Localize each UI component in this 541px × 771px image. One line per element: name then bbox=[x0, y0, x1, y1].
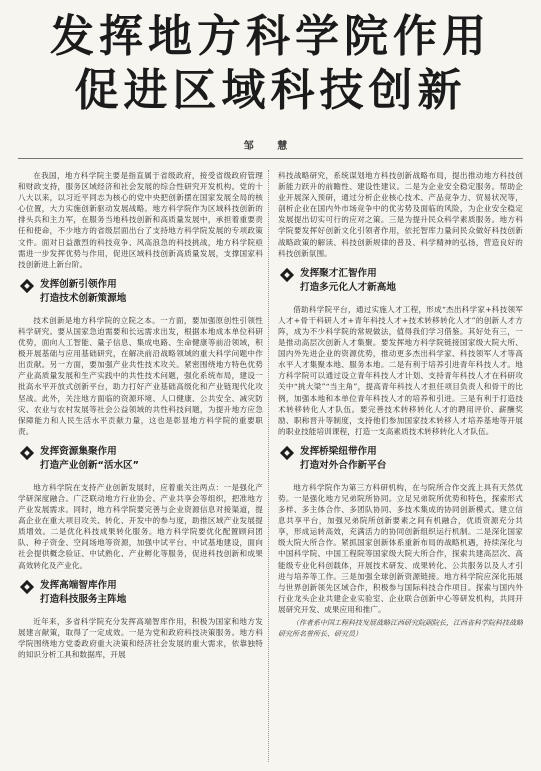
section-heading-talent bbox=[278, 267, 523, 296]
section-heading-line1: 发挥桥梁纽带作用 bbox=[300, 445, 377, 457]
section-heading-bridge bbox=[278, 445, 523, 474]
article-title bbox=[0, 10, 541, 118]
diamond-bullet-icon bbox=[280, 268, 294, 282]
section-heading-line2: 打造产业创新“活水区” bbox=[40, 460, 139, 472]
section-heading-think-tank bbox=[18, 579, 263, 608]
author-note: （作者系中国工程科技发展战略江西研究院副院长，江西省科学院科技战略研究所名誉所长、研究员） bbox=[278, 619, 523, 638]
section-heading-line1: 发挥创新引领作用 bbox=[40, 278, 117, 290]
section-heading-line2: 打造多元化人才新高地 bbox=[300, 282, 396, 294]
section-paragraph: 近年来，多省科学院充分发挥高端智库作用，积极为国家和地方发展建言献策，取得了一定成效。一是为党和政府科技决策服务。地方科学院围绕地方党委政府重大决策和经济社会发展的重大需求，依靠独特的知识分析工具和数据库，开展 bbox=[18, 616, 263, 659]
section-heading-line2: 打造科技服务主阵地 bbox=[40, 594, 127, 606]
diamond-bullet-icon bbox=[280, 446, 294, 460]
section-paragraph: 地方科学院在支持产业创新发展时，应着重关注两点：一是强化产学研深度融合。广泛联动地方行业协会、产业共享会等组织，把准地方产业发展需求。同时，地方科学院要完善与企业资源信息对接渠道，提高企业在重大项目攻关、转化、开发中的参与度，助推区域产业发展提质增效。二是优化科技成果转化服务。地方科学院要优化配置顾问团队、种子资金、空间场地等资源，加强中试平台、中试基地建设，面向社会提供概念验证、中试熟化、产业孵化等服务，促进科技创新和成果高效转化及产业化。 bbox=[18, 482, 263, 570]
title-divider bbox=[18, 158, 523, 159]
section-heading-line1: 发挥聚才汇智作用 bbox=[300, 267, 377, 279]
diamond-bullet-icon bbox=[20, 580, 34, 594]
column-divider bbox=[268, 170, 269, 762]
title-line-2: 促进区域科技创新 bbox=[74, 65, 467, 116]
continued-paragraph: 科技战略研究，系统谋划地方科技创新战略布局，提出推动地方科技创新能力跃升的前瞻性、建设性建议。二是为企业安全稳定服务。帮助企业开展深入预研，通过分析企业核心技术、产品竞争力、贸易状况等，剖析企业在国内外市场竞争中的优劣势及面临的风险，为企业安全稳定发展提出切实可行的应对之策。三是为提升民众科学素质服务。地方科学院要发挥好创新文化引领者作用，依托智库力量问民众做好科技创新战略政策的解读、科技创新规律的普及、科学精神的弘扬，营造良好的科技创新氛围。 bbox=[278, 171, 523, 258]
section-paragraph: 借助科学院平台，通过实施人才工程，形成“杰出科学家+科技领军人才+骨干科研人才+青年科技人才+技术转移转化人才”的创新人才方阵，成为不少科学院的常规做法，值得我们学习借鉴。其好处有三，一是推动高层次创新人才集聚。要发挥地方科学院链接国家级大院大所、国内外先进企业的资源优势，推动更多杰出科学家、科技领军人才等高水平人才集聚本地、服务本地。二是有利于培养引进青年科技人才。地方科学院可以通过设立青年科技人才计划、支持青年科技人才在科研攻关中“挑大梁”“当主角”，提高青年科技人才担任项目负责人和骨干的比例，加强本地和本单位青年科技人才的培养和引进。三是有利于打造技术转移转化人才队伍。要完善技术转移转化人才的聘用评价、薪酬奖励、职称晋升等制度，支持他们参加国家技术转移人才培养基地等开展的职业技能培训课程，打造一支高素质技术转移转化人才队伍。 bbox=[278, 304, 523, 436]
right-column bbox=[278, 170, 523, 762]
section-heading-innovation bbox=[18, 278, 263, 307]
left-column bbox=[18, 170, 263, 762]
section-heading-line2: 打造技术创新策源地 bbox=[40, 293, 127, 305]
section-paragraph: 地方科学院作为第三方科研机构，在与院所合作交流上具有天然优势。一是强化地方兄弟院所协同。立足兄弟院所优势和特色，探索形式多样、多主体合作、多团队协同、多技术集成的协同创新模式。建立信息共享平台，加强兄弟院所创新要素之间有机融合，优质资源充分共享，形成运转高效，充满活力的协同创新组织运行机制。二是深化国家级大院大所合作。紧抓国家创新体系重新布局的战略机遇，持续深化与中国科学院、中国工程院等国家级大院大所合作，探索共建高层次、高能级专业化科创载体，开展技术研发、成果转化、公共服务以及人才引进与培养等工作。三是加强全球创新资源链接。地方科学院应深化拓展与世界创新领先区域合作，积极参与国际科技合作项目。探索与国内外行业龙头企业共建企业实验室、企业联合创新中心等研发机构，共同开展研究开发、成果应用和推广。 bbox=[278, 482, 523, 614]
section-paragraph: 技术创新是地方科学院的立院之本。一方面，要加强原创性引领性科学研究。要从国家急迫需要和长远需求出发，根据本地成本单位科研优势，面向人工智能、量子信息、集成电路、生命健康等前沿领域，积极开展基础与应用基础研究，在解决前沿战略领域的重大科学问题中作出贡献。另一方面，要加强产业共性技术攻关。紧密围绕地方特色优势产业高质量发展和生产实践中的共性技术问题，强化系统布局，建设一批高水平开放式创新平台，助力打好产业基础高级化和产业链现代化攻坚战。此外，关注地方面临的资源环境、人口健康、公共安全、减灾防灾、农业与农村发展等社会公益领域的共性科技问题，为提升地方应急保障能力和人民生活水平贡献力量，这也是彰显地方科学院的重要职责。 bbox=[18, 315, 263, 436]
diamond-bullet-icon bbox=[20, 446, 34, 460]
title-line-1: 发挥地方科学院作用 bbox=[50, 11, 491, 62]
diamond-bullet-icon bbox=[20, 279, 34, 293]
section-heading-line2: 打造对外合作新平台 bbox=[300, 460, 387, 472]
section-heading-resources bbox=[18, 445, 263, 474]
section-heading-line1: 发挥资源集聚作用 bbox=[40, 445, 117, 457]
author-byline: 邹 慧 bbox=[243, 141, 298, 152]
intro-paragraph: 在我国，地方科学院主要是指直属于省级政府，接受省级政府管理和财政支持，服务区域经济和社会发展的综合性研究开发机构。党的十八大以来，以习近平同志为核心的党中央把创新摆在国家发展全局的核心位置，大力实施创新驱动发展战略。地方科学院作为区域科技创新的排头兵和主力军，在服务当地科技创新和高质量发展中，承担着重要责任和使命，不少地方的省级层面出台了支持地方科学院发展的专项政策文件。面对日益激烈的科技竞争、风高浪急的科技挑战，地方科学院亟需进一步发挥优势与作用，促进区域科技创新高质量发展，支撑国家科技创新进上新台阶。 bbox=[18, 171, 263, 269]
section-heading-line1: 发挥高端智库作用 bbox=[40, 579, 117, 591]
